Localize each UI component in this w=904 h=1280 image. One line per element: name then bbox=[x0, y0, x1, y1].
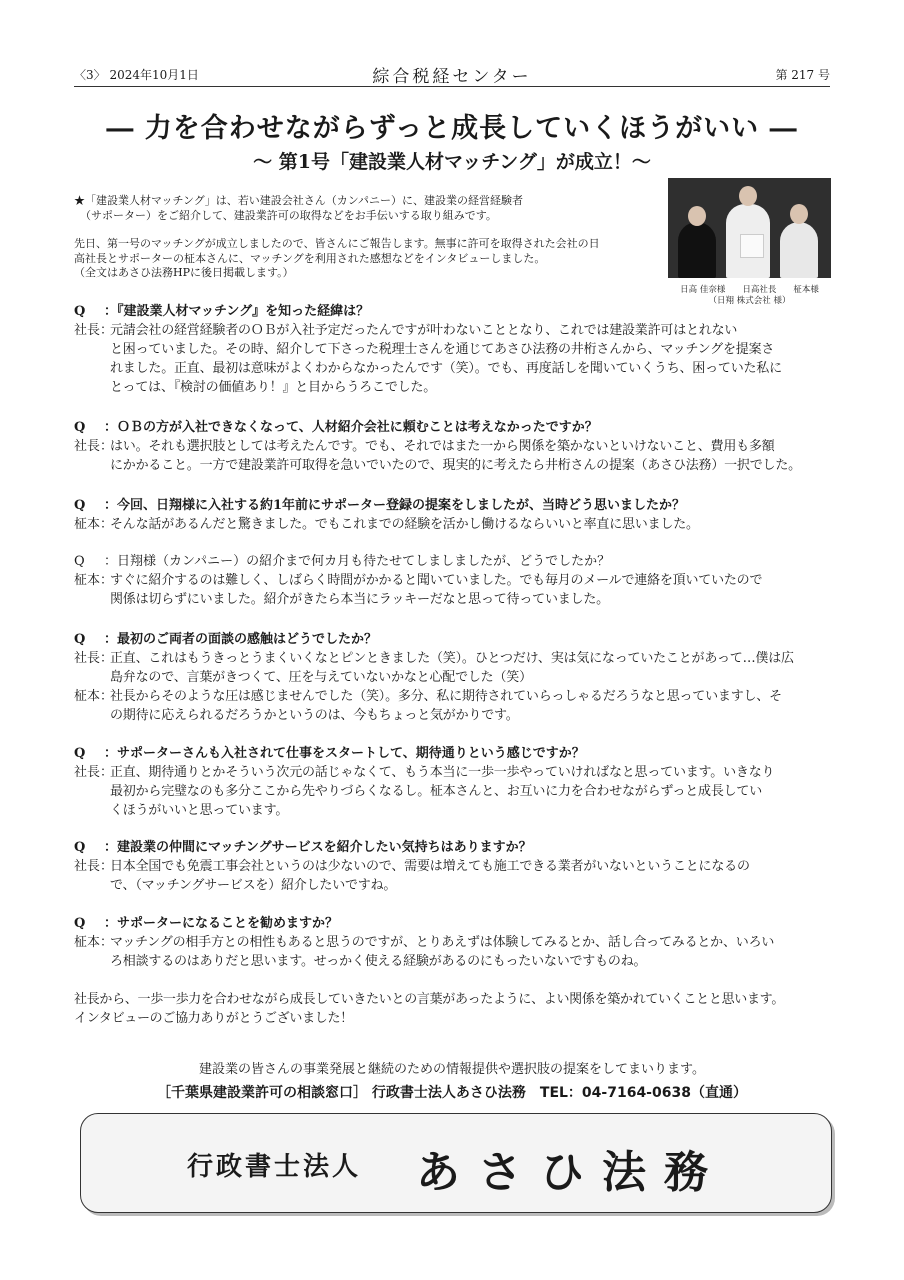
page-subtitle: ～ 第1号「建設業人材マッチング」が成立！～ bbox=[253, 151, 651, 173]
question: Q ：ＯＢの方が入社できなくなって、人材紹介会社に頼むことは考えなかったですか？ bbox=[74, 420, 598, 435]
answer: 社長： 元請会社の経営経験者のＯＢが入社予定だったんですが叶わないこととなり、これでは建設業許可はとれない と困っていました。その時、紹介して下さった税理士さんを通じてあさひ法務の井桁さんから、マッチングを提案さ れました。正直、最初は意味がよくわからなかったんです（笑）。でも、再度話しを聞いていくうち、困っていた私に とっては、『検討の価値あり！』と目からうろこでした。 bbox=[74, 323, 782, 395]
company-banner bbox=[80, 1113, 832, 1213]
question: Q ：最初のご両者の面談の感触はどうでしたか？ bbox=[74, 632, 378, 647]
page-header bbox=[74, 64, 830, 87]
intro-line: （サポーター）をご紹介して、建設業許可の取得などをお手伝いする取り組みです。 bbox=[80, 208, 497, 222]
page-title: ― 力を合わせながらずっと成長していくほうがいい ― bbox=[106, 113, 798, 144]
question: Q ：建設業の仲間にマッチングサービスを紹介したい気持ちはありますか？ bbox=[74, 840, 532, 855]
answer: 柾本： マッチングの相手方との相性もあると思うのですが、とりあえずは体験してみるとか、話し合ってみるとか、いろい ろ相談するのはありだと思います。せっかく使える経験があるのにもったいないですものね。 bbox=[74, 935, 775, 969]
intro-line: 先日、第一号のマッチングが成立しましたので、皆さんにご報告します。無事に許可を取得された会社の日 bbox=[74, 237, 600, 250]
question: Q ：今回、日翔様に入社する約1年前にサポーター登録の提案をしましたが、当時どう思いましたか？ bbox=[74, 498, 686, 513]
answer: 社長： はい。それも選択肢としては考えたんです。でも、それではまた一から関係を築かないといけないこと、費用も多額 にかかること。一方で建設業許可取得を急いでいたので、現実的に考えたら井桁さんの提案（あさひ法務）一択でした。 bbox=[74, 439, 801, 473]
answer: 社長： 正直、期待通りとかそういう次元の話じゃなくて、もう本当に一歩一歩やっていければなと思っています。いきなり 最初から完璧なのも多分ここから先やりづらくなるし。柾本さんと、お互いに力を合わせながらずっと成長してい くほうがいいと思っています。 bbox=[74, 765, 775, 818]
intro-paragraph-1 bbox=[74, 194, 654, 223]
question: Q ：サポーターになることを勧めますか？ bbox=[74, 916, 339, 931]
answer: 社長： 正直、これはもうきっとうまくいくなとピンときました（笑）。ひとつだけ、実は気になっていたことがあって…僕は広 島弁なので、言葉がきつくて、圧を与えていないかなと心配でした（笑） bbox=[74, 651, 794, 685]
closing-line: 社長から、一歩一歩力を合わせながら成長していきたいとの言葉があったように、よい関係を築かれていくことと思います。 bbox=[74, 992, 785, 1007]
banner-corporate-type: 行政書士法人 bbox=[187, 1152, 362, 1182]
footer-message: 建設業の皆さんの事業発展と継続のための情報提供や選択肢の提案をしてまいります。 bbox=[199, 1062, 705, 1077]
intro-line: （全文はあさひ法務HPに後日掲載します。） bbox=[74, 266, 294, 279]
qa-block-5 bbox=[74, 630, 834, 725]
qa-block-7 bbox=[74, 838, 834, 895]
photo-caption-company: （日翔 株式会社 様） bbox=[708, 296, 791, 306]
closing-paragraph bbox=[74, 990, 834, 1028]
question: Q ：サポーターさんも入社されて仕事をスタートして、期待通りという感じですか？ bbox=[74, 746, 585, 761]
qa-block-8 bbox=[74, 914, 834, 971]
answer: 柾本： すぐに紹介するのは難しく、しばらく時間がかかると聞いていました。でも毎月のメールで連絡を頂いていたので 関係は切らずにいました。紹介がきたら本当にラッキーだなと思って待っていました。 bbox=[74, 573, 763, 607]
intro-line: 高社長とサポーターの柾本さんに、マッチングを利用された感想などをインタビューしました。 bbox=[74, 251, 546, 265]
intro-line: ★「建設業人材マッチング」は、若い建設会社さん（カンパニー）に、建設業の経営経験者 bbox=[74, 194, 524, 207]
answer: 柾本： そんな話があるんだと驚きました。でもこれまでの経験を活かし働けるならいいと率直に思いました。 bbox=[74, 517, 699, 532]
banner-company-name: あさひ法務 bbox=[416, 1147, 726, 1198]
qa-block-1 bbox=[74, 302, 834, 397]
qa-block-4 bbox=[74, 552, 834, 609]
qa-block-2 bbox=[74, 418, 834, 475]
photo-caption-names: 日高 佳奈様 日高社長 柾本様 bbox=[680, 285, 819, 295]
issue-date: 〈3〉 2024年10月1日 bbox=[74, 68, 199, 82]
publication-name: 綜合税経センター bbox=[372, 67, 532, 87]
question: Q ：日翔様（カンパニー）の紹介まで何カ月も待たせてしましましたが、どうでしたか？ bbox=[74, 554, 611, 569]
qa-block-3 bbox=[74, 496, 834, 534]
footer-contact: ［千葉県建設業許可の相談窓口］ 行政書士法人あさひ法務 TEL：04-7164-0638（直通） bbox=[157, 1085, 747, 1101]
question: Q ：『建設業人材マッチング』を知った経緯は？ bbox=[74, 304, 370, 319]
qa-block-6 bbox=[74, 744, 834, 820]
answer: 社長： 日本全国でも免震工事会社というのは少ないので、需要は増えても施工できる業者がいないということになるの で、（マッチングサービスを）紹介したいですね。 bbox=[74, 859, 750, 893]
intro-paragraph-2 bbox=[74, 237, 654, 281]
issue-number: 第 217 号 bbox=[775, 68, 830, 82]
closing-line: インタビューのご協力ありがとうございました！ bbox=[74, 1011, 353, 1026]
interview-photo bbox=[668, 178, 831, 278]
answer: 柾本： 社長からそのような圧は感じませんでした（笑）。多分、私に期待されていらっしゃるだろうなと思っていますし、そ の期待に応えられるだろうかというのは、今もちょっと気がかりです。 bbox=[74, 689, 782, 723]
